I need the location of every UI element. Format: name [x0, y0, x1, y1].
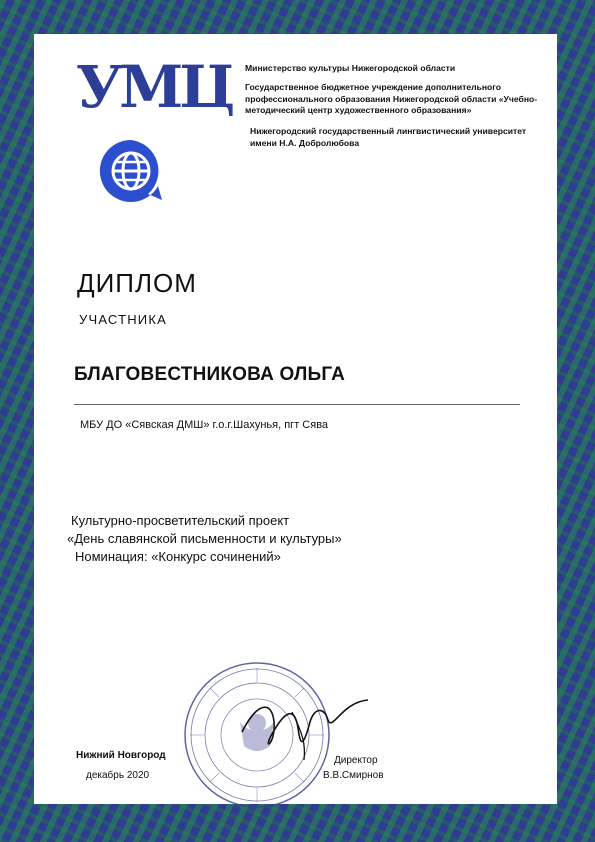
project-description [67, 512, 342, 566]
project-line-2: «День славянской письменности и культуры» [67, 531, 342, 546]
umc-logo: УМЦ [76, 53, 232, 121]
director-signature [232, 682, 372, 762]
issue-date: декабрь 2020 [86, 770, 150, 781]
recipient-name: БЛАГОВЕСТНИКОВА ОЛЬГА [74, 364, 346, 385]
director-position: Директор [334, 755, 378, 766]
divider [74, 404, 520, 405]
project-line-1: Культурно-просветительский проект [71, 513, 290, 528]
city: Нижний Новгород [76, 750, 166, 761]
university-name: Нижегородский государственный лингвистический университет имени Н.А. Добролюбова [250, 126, 527, 148]
institution-name: Государственное бюджетное учреждение дополнительного профессионального образования Нижегородской области «Учебно-методический центр художественного образования» [245, 82, 538, 115]
project-nomination: Номинация: «Конкурс сочинений» [75, 549, 281, 564]
director-name: В.В.Смирнов [323, 770, 384, 781]
diploma-subtitle: УЧАСТНИКА [79, 312, 167, 327]
diploma-sheet [34, 34, 557, 804]
school-name: МБУ ДО «Сявская ДМШ» г.о.г.Шахунья, пгт Сява [80, 419, 329, 431]
diploma-title: ДИПЛОМ [77, 268, 197, 298]
ministry-name: Министерство культуры Нижегородской области [245, 63, 456, 73]
globe-icon [98, 138, 164, 204]
